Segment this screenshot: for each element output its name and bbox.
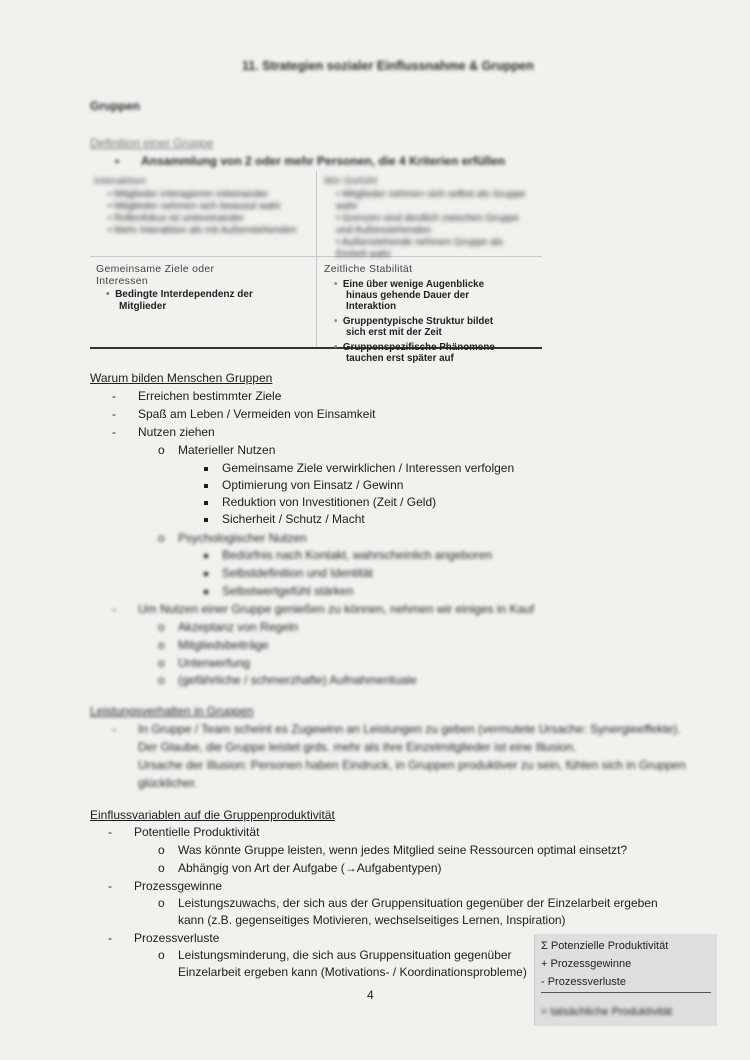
psych-benefit: o Psychologischer Nutzen bbox=[158, 531, 307, 545]
list-item: • Eine über wenige Augenblicke bbox=[334, 279, 485, 290]
gains-item: o Leistungszuwachs, der sich aus der Gruppensituation gegenüber der Einzelarbeit ergeben bbox=[158, 896, 658, 910]
summary-line: - Prozessverluste bbox=[541, 976, 626, 988]
summary-line: = tatsächliche Produktivität bbox=[541, 1006, 673, 1018]
performance-line: glücklicher. bbox=[138, 776, 198, 790]
cell-head-wegefuehl: Wir-Gefühl bbox=[324, 175, 378, 187]
definition-bullet: ▪ Ansammlung von 2 oder mehr Personen, die 4 Kriterien erfüllen bbox=[115, 154, 506, 168]
cell-items-goals: • Bedingte Interdependenz der Mitglieder bbox=[106, 289, 253, 312]
losses-item-cont: Einzelarbeit ergeben kann (Motivations- / Koordinationsprobleme) bbox=[178, 965, 527, 979]
gains-item-cont: kann (z.B. gegenseitiges Motivieren, wechselseitiges Lernen, Inspiration) bbox=[178, 913, 566, 927]
cell-items-wegefuehl bbox=[336, 189, 536, 261]
list-item: • Grenzen sind deutlich zwischen Gruppe und Außenstehenden bbox=[336, 213, 520, 236]
cell-head-interaction: Interaktion bbox=[94, 175, 147, 187]
definition-heading: Definition einer Gruppe bbox=[90, 136, 214, 150]
cell-head-stability: Zeitliche Stabilität bbox=[324, 263, 413, 275]
performance-line: Ursache der Illusion: Personen haben Eindruck, in Gruppen produktiver zu sein, fühlen sich in Gruppen bbox=[138, 758, 686, 772]
list-item: • Mitglieder nehmen sich bewusst wahr bbox=[108, 201, 282, 212]
psych-item: Bedürfnis nach Kontakt, wahrscheinlich angeboren bbox=[204, 547, 492, 564]
performance-line: Der Glaube, die Gruppe leistet grds. mehr als ihre Einzelmitglieder ist eine Illusion. bbox=[138, 740, 577, 754]
cell-items-interaction bbox=[108, 189, 308, 237]
material-item: Gemeinsame Ziele verwirklichen / Interessen verfolgen bbox=[204, 460, 514, 477]
process-losses: - Prozessverluste bbox=[108, 931, 220, 945]
summary-line: Σ Potenzielle Produktivität bbox=[541, 940, 669, 952]
table-divider-vertical bbox=[316, 171, 317, 347]
summary-rule bbox=[541, 992, 711, 993]
psych-item: Selbstwertgefühl stärken bbox=[204, 583, 353, 600]
cost-item: o Unterwerfung bbox=[158, 656, 251, 670]
material-item: Reduktion von Investitionen (Zeit / Geld) bbox=[204, 494, 436, 511]
page-number: 4 bbox=[367, 988, 374, 1002]
losses-item: o Leistungsminderung, die sich aus Gruppensituation gegenüber bbox=[158, 948, 512, 962]
list-item: • Gruppentypische Struktur bildet bbox=[334, 316, 494, 327]
influence-heading: Einflussvariablen auf die Gruppenproduktivität bbox=[90, 808, 335, 822]
summary-line: + Prozessgewinne bbox=[541, 958, 632, 970]
performance-heading: Leistungsverhalten in Gruppen bbox=[90, 704, 254, 718]
cell-head-goals: Gemeinsame Ziele oder Interessen bbox=[96, 263, 215, 287]
list-item: • Rollenfokus ist untereinander bbox=[108, 213, 244, 224]
potential-productivity: - Potentielle Produktivität bbox=[108, 825, 260, 839]
potential-item: o Abhängig von Art der Aufgabe (→Aufgabentypen) bbox=[158, 861, 442, 875]
why-item: - Nutzen ziehen bbox=[112, 425, 215, 439]
cost-item: o Akzeptanz von Regeln bbox=[158, 620, 299, 634]
summary-box bbox=[534, 934, 717, 1026]
why-heading: Warum bilden Menschen Gruppen bbox=[90, 371, 273, 385]
list-item: • Außenstehende nehmen Gruppe als Einheit wahr bbox=[336, 237, 503, 260]
process-gains: - Prozessgewinne bbox=[108, 879, 223, 893]
cost-item: o (gefährliche / schmerzhafte) Aufnahmerituale bbox=[158, 673, 417, 687]
page-title: 11. Strategien sozialer Einflussnahme & Gruppen bbox=[242, 59, 534, 73]
cell-items-stability: • Eine über wenige Augenblicke hinaus gehende Dauer der Interaktion • Gruppentypische Struktur bildet sich erst mit der Zeit • Gruppenspezifische Phänomene tauchen erst später auf bbox=[334, 279, 495, 364]
psych-item: Selbstdefinition und Identität bbox=[204, 565, 373, 582]
why-item: - Spaß am Leben / Vermeiden von Einsamkeit bbox=[112, 407, 376, 421]
cost-line: - Um Nutzen einer Gruppe genießen zu können, nehmen wir einiges in Kauf bbox=[112, 602, 535, 616]
list-item: • Mitglieder interagieren miteinander bbox=[108, 189, 269, 200]
list-item: • Gruppenspezifische Phänomene bbox=[334, 342, 495, 353]
criteria-table bbox=[90, 171, 542, 364]
cost-item: o Mitgliedsbeiträge bbox=[158, 638, 269, 652]
list-item: • Mitglieder nehmen sich selbst als Gruppe wahr bbox=[336, 189, 526, 212]
section-heading: Gruppen bbox=[90, 99, 140, 113]
material-benefit: o Materieller Nutzen bbox=[158, 443, 276, 457]
list-item: • Bedingte Interdependenz der bbox=[106, 289, 253, 300]
why-item: - Erreichen bestimmter Ziele bbox=[112, 389, 282, 403]
potential-item: o Was könnte Gruppe leisten, wenn jedes Mitglied seine Ressourcen optimal einsetzt? bbox=[158, 843, 628, 857]
performance-line: - In Gruppe / Team scheint es Zugewinn an Leistungen zu geben (vermutete Ursache: Synergieeffekte). bbox=[112, 722, 681, 736]
material-item: Optimierung von Einsatz / Gewinn bbox=[204, 477, 403, 494]
list-item: • Mehr Interaktion als mit Außenstehenden bbox=[108, 225, 297, 236]
material-item: Sicherheit / Schutz / Macht bbox=[204, 511, 365, 528]
